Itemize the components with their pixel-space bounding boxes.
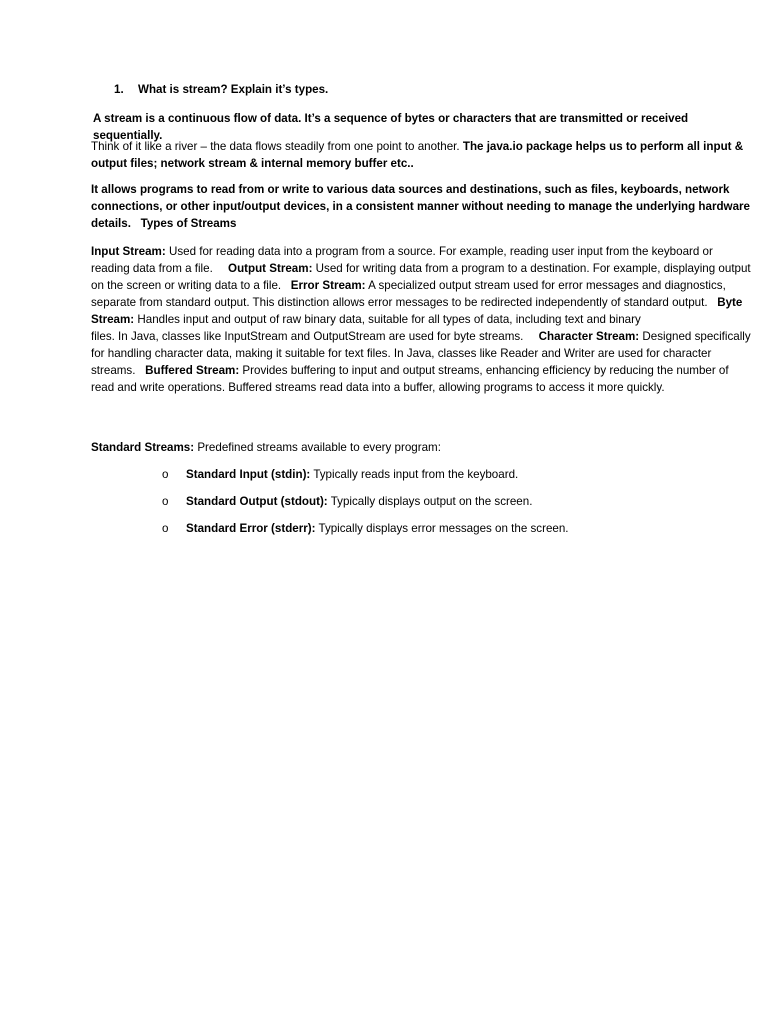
input-stream-text: Used for reading data into a program from a source. For example, reading user input from the keyboard or reading data from a file.	[91, 245, 713, 275]
list-item-stdin	[162, 466, 518, 483]
intro-paragraph: A stream is a continuous flow of data. It’s a sequence of bytes or characters that are transmitted or received sequentially.	[93, 112, 689, 142]
stream-types-paragraph	[91, 243, 753, 396]
stdin-label: Standard Input (stdin):	[186, 468, 311, 481]
byte-stream-label: Byte Stream:	[91, 296, 743, 326]
bullet-marker: o	[162, 495, 169, 508]
byte-stream-text: Handles input and output of raw binary data, suitable for all types of data, including text and binary	[137, 313, 641, 326]
list-item-stderr	[162, 520, 569, 537]
river-plain-text: Think of it like a river – the data flows steadily from one point to another.	[91, 140, 460, 153]
bullet-marker: o	[162, 522, 169, 535]
standard-streams-label: Standard Streams:	[91, 441, 195, 454]
standard-streams-text: Predefined streams available to every program:	[197, 441, 441, 454]
question-text: What is stream? Explain it’s types.	[138, 83, 329, 96]
character-stream-text: Designed specifically for handling character data, making it suitable for text files. In Java, classes like Reader and Writer are used for character	[91, 330, 751, 360]
list-item-stdout	[162, 493, 532, 510]
character-stream-text-continued: streams.	[91, 364, 136, 377]
allows-text: It allows programs to read from or write to various data sources and destinations, such as files, keyboards, network connections, or other input/output devices, in a consistent manner without needing to manage the underlying hardware details.	[91, 183, 750, 230]
stderr-label: Standard Error (stderr):	[186, 522, 316, 535]
types-heading: Types of Streams	[140, 217, 237, 230]
character-stream-label: Character Stream:	[538, 330, 640, 343]
stdin-text: Typically reads input from the keyboard.	[313, 468, 519, 481]
question-number: 1.	[114, 83, 124, 96]
river-paragraph	[91, 138, 753, 172]
error-stream-text: A specialized output stream used for error messages and diagnostics, separate from standard output. This distinction allows error messages to be redirected independently of standard output.	[91, 279, 726, 309]
river-bold-text: The java.io package helps us to perform all input & output files; network stream & internal memory buffer etc..	[91, 140, 744, 170]
output-stream-label: Output Stream:	[228, 262, 313, 275]
byte-stream-text-continued: files. In Java, classes like InputStream and OutputStream are used for byte streams.	[91, 330, 524, 343]
buffered-stream-label: Buffered Stream:	[145, 364, 240, 377]
input-stream-label: Input Stream:	[91, 245, 166, 258]
stdout-text: Typically displays output on the screen.	[330, 495, 533, 508]
error-stream-label: Error Stream:	[290, 279, 366, 292]
stderr-text: Typically displays error messages on the screen.	[318, 522, 569, 535]
output-stream-text: Used for writing data from a program to a destination. For example, displaying output on the screen or writing data to a file.	[91, 262, 751, 292]
allows-paragraph	[91, 181, 753, 232]
stdout-label: Standard Output (stdout):	[186, 495, 328, 508]
standard-streams-paragraph	[91, 439, 753, 456]
question-heading	[114, 83, 328, 96]
bullet-marker: o	[162, 468, 169, 481]
buffered-stream-text: Provides buffering to input and output streams, enhancing efficiency by reducing the number of read and write operations. Buffered streams read data into a buffer, allowing programs to access it more quickly.	[91, 364, 729, 394]
